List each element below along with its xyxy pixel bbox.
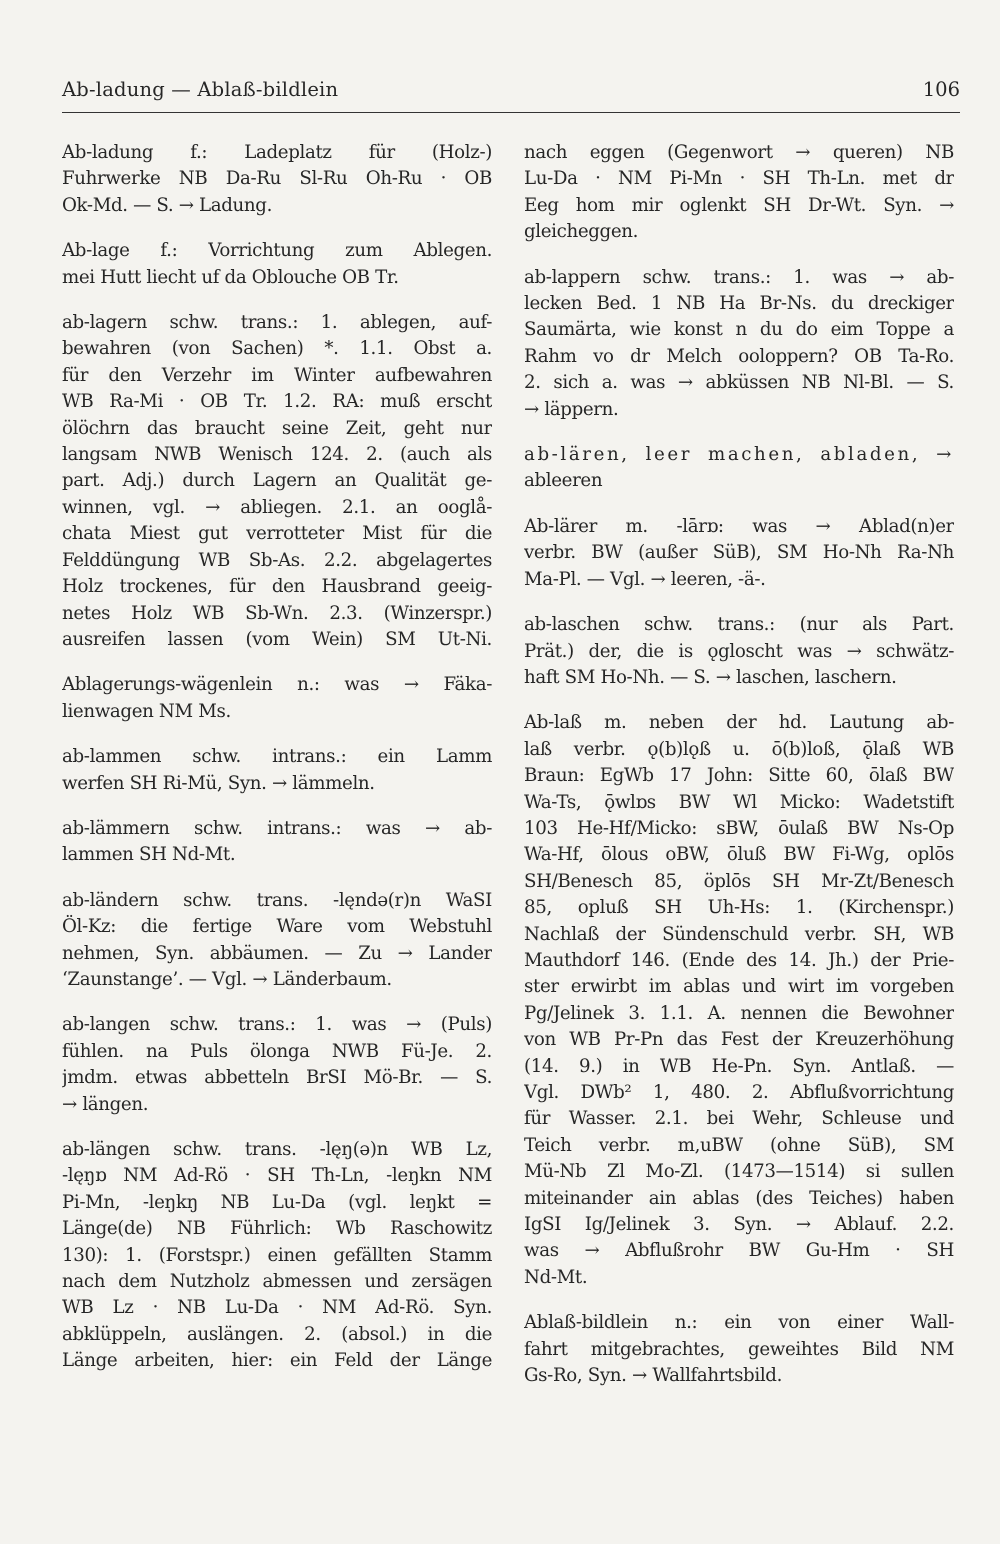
right-column xyxy=(524,140,954,1408)
entry-text-line: Öl-Kz: die fertige Ware vom Webstuhl xyxy=(62,916,492,938)
entry-text-line: Länge arbeiten, hier: ein Feld der Länge xyxy=(62,1350,492,1372)
dictionary-entry xyxy=(524,140,954,246)
entry-text-line: nach dem Nutzholz abmessen und zersägen xyxy=(62,1271,492,1293)
entry-text-line: für Wasser. 2.1. bei Wehr, Schleuse und xyxy=(524,1108,954,1130)
entry-text-line: Rahm vo dr Melch ooloppern? OB Ta-Ro. xyxy=(524,345,954,367)
entry-text-line: fahrt mitgebrachtes, geweihtes Bild NM xyxy=(524,1338,954,1360)
entry-text-line: Wa-Hf, ōlous oBW, ōluß BW Fi-Wg, oplōs xyxy=(524,844,954,866)
entry-text-line: 2. sich a. was → abküssen NB Nl-Bl. — S. xyxy=(524,372,954,394)
entry-text-line: lecken Bed. 1 NB Ha Br-Ns. du dreckiger xyxy=(524,293,954,315)
entry-text-line: Mü-Nb Zl Mo-Zl. (1473—1514) si sullen xyxy=(524,1161,954,1183)
entry-text-line: Ok-Md. — S. → Ladung. xyxy=(62,194,273,216)
entry-text-line: netes Holz WB Sb-Wn. 2.3. (Winzerspr.) xyxy=(62,602,492,624)
entry-headword-line: ab-laschen schw. trans.: (nur als Part. xyxy=(524,614,954,636)
entry-text-line: IgSI Ig/Jelinek 3. Syn. → Ablauf. 2.2. xyxy=(524,1214,954,1236)
entry-text-line: Lu-Da · NM Pi-Mn · SH Th-Ln. met dr xyxy=(524,168,954,190)
entry-text-line: Länge(de) NB Führlich: Wb Raschowitz xyxy=(62,1218,492,1240)
entry-text-line: fühlen. na Puls ölonga NWB Fü-Je. 2. xyxy=(62,1040,492,1062)
entry-text-line: Saumärta, wie konst n du do eim Toppe a xyxy=(524,319,954,341)
dictionary-entry xyxy=(62,140,492,219)
entry-text-line: gleicheggen. xyxy=(524,221,639,243)
entry-text-line: Pi-Mn, -leŋkŋ NB Lu-Da (vgl. leŋkt = xyxy=(62,1191,492,1213)
entry-text-line: jmdm. etwas abbetteln BrSI Mö-Br. — S. xyxy=(62,1067,492,1089)
entry-text-line: Fuhrwerke NB Da-Ru Sl-Ru Oh-Ru · OB xyxy=(62,168,492,190)
page-number: 106 xyxy=(922,78,960,101)
entry-text-line: Eeg hom mir oglenkt SH Dr-Wt. Syn. → xyxy=(524,194,954,216)
entry-text-line: Teich verbr. m,uBW (ohne SüB), SM xyxy=(524,1134,954,1156)
entry-text-line: verbr. BW (außer SüB), SM Ho-Nh Ra-Nh xyxy=(524,542,954,564)
dictionary-entry xyxy=(524,265,954,423)
entry-text-line: Wa-Ts, ǭwlɒs BW Wl Micko: Wadetstift xyxy=(524,791,954,813)
entry-headword-line: ab-langen schw. trans.: 1. was → (Puls) xyxy=(62,1014,492,1036)
entry-text-line: Holz trockenes, für den Hausbrand geeig- xyxy=(62,576,492,598)
dictionary-entry xyxy=(62,888,492,994)
dictionary-entry xyxy=(62,744,492,797)
entry-text-line: Gs-Ro, Syn. → Wallfahrtsbild. xyxy=(524,1365,783,1387)
entry-headword-line: ab-längen schw. trans. -lęŋ(ə)n WB Lz, xyxy=(62,1139,492,1160)
entry-text-line: Nd-Mt. xyxy=(524,1266,588,1288)
entry-text-line: bewahren (von Sachen) *. 1.1. Obst a. xyxy=(62,338,492,360)
dictionary-entry xyxy=(524,514,954,593)
dictionary-entry xyxy=(524,1310,954,1389)
dictionary-entry xyxy=(524,612,954,691)
entry-text-line: → längen. xyxy=(62,1093,149,1115)
entry-text-line: lammen SH Nd-Mt. xyxy=(62,844,236,866)
entry-headword-line: Ab-laß m. neben der hd. Lautung ab- xyxy=(524,712,954,734)
entry-text-line: 85, opluß SH Uh-Hs: 1. (Kirchenspr.) xyxy=(524,897,954,919)
left-column xyxy=(62,140,492,1394)
entry-text-line: 130): 1. (Forstspr.) einen gefällten Stamm xyxy=(62,1244,492,1266)
entry-text-line: lienwagen NM Ms. xyxy=(62,700,231,722)
entry-text-line: 103 He-Hf/Micko: sBW, ōulaß BW Ns-Op xyxy=(524,817,954,839)
entry-headword-line: ab-lagern schw. trans.: 1. ablegen, auf- xyxy=(62,312,492,334)
entry-headword-line: ab-ländern schw. trans. -lęndə(r)n WaSI xyxy=(62,889,492,911)
entry-headword-line: Ablaß-bildlein n.: ein von einer Wall- xyxy=(524,1312,954,1334)
entry-text-line: werfen SH Ri-Mü, Syn. → lämmeln. xyxy=(62,772,375,794)
entry-text-line: winnen, vgl. → abliegen. 2.1. an ooglå- xyxy=(62,496,492,518)
entry-text-line: WB Lz · NB Lu-Da · NM Ad-Rö. Syn. xyxy=(62,1297,492,1319)
dictionary-entry xyxy=(524,710,954,1291)
dictionary-entry xyxy=(524,442,954,495)
entry-text-line: WB Ra-Mi · OB Tr. 1.2. RA: muß erscht xyxy=(62,391,492,413)
entry-headword-line: ab-lappern schw. trans.: 1. was → ab- xyxy=(524,266,954,288)
running-header xyxy=(62,72,960,113)
entry-text-line: ‘Zaunstange’. — Vgl. → Länderbaum. xyxy=(62,968,392,990)
entry-headword-line: Ab-ladung f.: Ladeplatz für (Holz-) xyxy=(62,142,492,163)
entry-text-line: für den Verzehr im Winter aufbewahren xyxy=(62,364,492,386)
entry-text-line: → läppern. xyxy=(524,398,619,420)
entry-text-line: abklüppeln, auslängen. 2. (absol.) in die xyxy=(62,1323,492,1345)
entry-text-line: Ma-Pl. — Vgl. → leeren, -ä-. xyxy=(524,568,766,590)
entry-text-line: nehmen, Syn. abbäumen. — Zu → Lander xyxy=(62,942,492,964)
entry-text-line: Braun: EgWb 17 John: Sitte 60, ōlaß BW xyxy=(524,765,954,787)
entry-text-line: -lęŋɒ NM Ad-Rö · SH Th-Ln, -leŋkn NM xyxy=(62,1165,492,1187)
entry-text-line: ausreifen lassen (vom Wein) SM Ut-Ni. xyxy=(62,628,492,650)
dictionary-entry xyxy=(62,1012,492,1118)
entry-headword-line: Ab-lärer m. -lārɒ: was → Ablad(n)er xyxy=(524,515,954,537)
entry-text-line: langsam NWB Wenisch 124. 2. (auch als xyxy=(62,444,492,466)
entry-text-line: Prät.) der, die is ǫgloscht was → schwätz- xyxy=(524,640,954,662)
entry-text-line: Nachlaß der Sündenschuld verbr. SH, WB xyxy=(524,923,954,945)
entry-text-line: ster erwirbt im ablas und wirt im vorgeben xyxy=(524,976,954,998)
dictionary-entry xyxy=(62,816,492,869)
dictionary-entry xyxy=(62,310,492,653)
running-title: Ab-ladung — Ablaß-bildlein xyxy=(62,78,339,101)
entry-text-line: part. Adj.) durch Lagern an Qualität ge- xyxy=(62,470,492,492)
entry-headword-line: Ablagerungs-wägenlein n.: was → Fäka- xyxy=(62,674,492,696)
dictionary-entry xyxy=(62,238,492,291)
entry-text-line: Pg/Jelinek 3. 1.1. A. nennen die Bewohner xyxy=(524,1002,954,1024)
entry-text-line: Mauthdorf 146. (Ende des 14. Jh.) der Prie- xyxy=(524,949,954,971)
entry-headword-line: ab-lären, leer machen, abladen, → xyxy=(524,444,954,466)
entry-text-line: was → Abflußrohr BW Gu-Hm · SH xyxy=(524,1240,954,1262)
entry-text-line: von WB Pr-Pn das Fest der Kreuzerhöhung xyxy=(524,1029,954,1051)
entry-headword-line: ab-lammen schw. intrans.: ein Lamm xyxy=(62,746,492,768)
entry-text-line: mei Hutt liecht uf da Oblouche OB Tr. xyxy=(62,266,399,288)
entry-text-line: chata Miest gut verrotteter Mist für die xyxy=(62,523,492,545)
entry-headword-line: nach eggen (Gegenwort → queren) NB xyxy=(524,142,954,163)
entry-text-line: haft SM Ho-Nh. — S. → laschen, laschern. xyxy=(524,666,897,688)
entry-text-line: Felddüngung WB Sb-As. 2.2. abgelagertes xyxy=(62,549,492,571)
entry-text-line: miteinander ain ablas (des Teiches) haben xyxy=(524,1187,954,1209)
entry-text-line: ölöchrn das braucht seine Zeit, geht nur xyxy=(62,417,492,439)
entry-text-line: SH/Benesch 85, öplōs SH Mr-Zt/Benesch xyxy=(524,870,954,892)
entry-text-line: laß verbr. ǫ(b)lǫß u. ō(b)loß, ǭlaß WB xyxy=(524,738,954,760)
entry-headword-line: Ab-lage f.: Vorrichtung zum Ablegen. xyxy=(62,240,492,262)
entry-text-line: (14. 9.) in WB He-Pn. Syn. Antlaß. — xyxy=(524,1055,954,1077)
entry-headword-line: ab-lämmern schw. intrans.: was → ab- xyxy=(62,817,492,839)
dictionary-entry xyxy=(62,672,492,725)
dictionary-entry xyxy=(62,1137,492,1375)
entry-text-line: ableeren xyxy=(524,470,603,492)
entry-text-line: Vgl. DWb² 1, 480. 2. Abflußvorrichtung xyxy=(524,1082,954,1103)
